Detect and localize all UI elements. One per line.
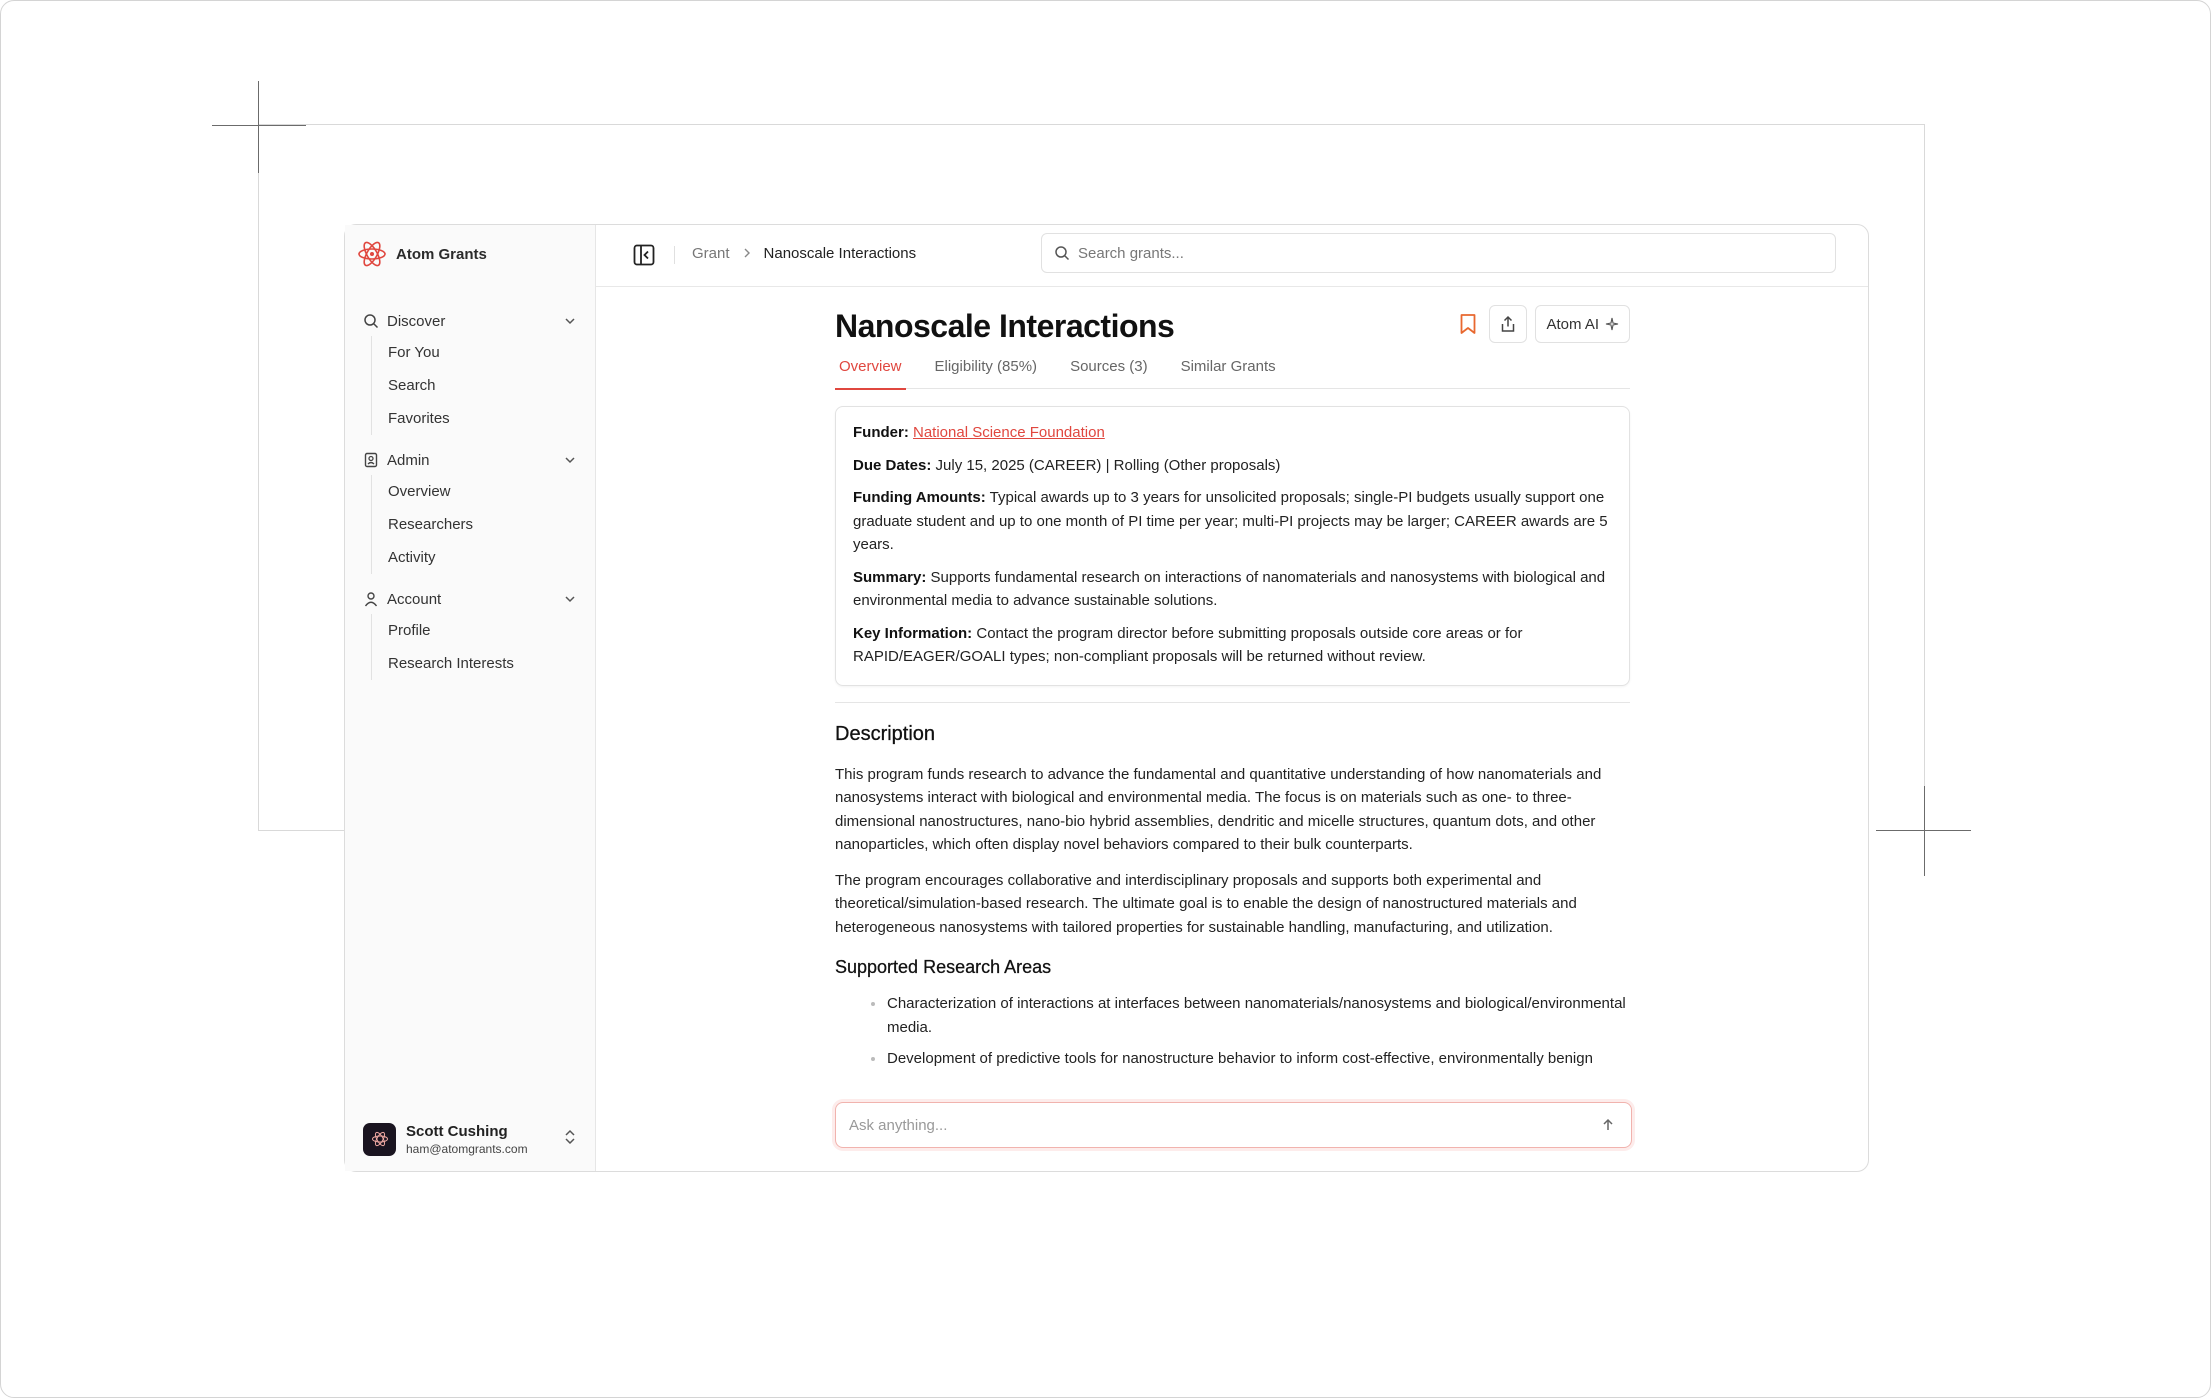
funder-row [853, 421, 1612, 445]
crosshair-mark [1876, 830, 1971, 831]
list-item: Development of predictive tools for nanostructure behavior to inform cost-effective, environmentally benign [887, 1047, 1630, 1071]
decor-line [258, 124, 1924, 125]
decor-line [1924, 124, 1925, 829]
sidebar-item-search[interactable]: Search [388, 377, 436, 394]
tab-bar [835, 354, 1630, 389]
key-information-value: Contact the program director before submitting proposals outside core areas or for RAPID/EAGER/GOALI types; non-compliant proposals will be returned without review. [853, 624, 1523, 665]
send-button[interactable] [1597, 1114, 1619, 1136]
nav-sub-account [371, 614, 595, 680]
chevron-down-icon[interactable] [563, 453, 577, 467]
sidebar-item-profile[interactable]: Profile [388, 622, 431, 639]
decor-line [258, 830, 348, 831]
atom-ai-label: Atom AI [1546, 315, 1599, 333]
sidebar-item-for-you[interactable]: For You [388, 344, 440, 361]
share-button[interactable] [1489, 305, 1527, 343]
user-icon [363, 591, 379, 607]
funding-amounts-label: Funding Amounts: [853, 489, 986, 506]
bookmark-icon[interactable] [1457, 312, 1479, 336]
brand[interactable] [345, 225, 595, 283]
chevron-up-down-icon[interactable] [563, 1128, 577, 1151]
sidebar-item-researchers[interactable]: Researchers [388, 516, 474, 533]
crosshair-mark [1924, 786, 1925, 876]
id-badge-icon [363, 452, 379, 468]
nav-sub-admin [371, 475, 595, 574]
nav-group-discover [345, 306, 595, 435]
funding-amounts-value: Typical awards up to 3 years for unsolicited proposals; single-PI budgets usually support one graduate student and up to one month of PI time per year; multi-PI projects may be larger; CAREER awards are 5 years. [853, 489, 1608, 553]
page-title: Nanoscale Interactions [835, 308, 1175, 344]
nav-sub-discover [371, 336, 595, 435]
summary-row [853, 566, 1612, 613]
share-icon [1500, 315, 1516, 333]
crosshair-mark [212, 125, 306, 126]
user-info [406, 1123, 563, 1156]
user-name: Scott Cushing [406, 1122, 508, 1140]
crosshair-mark [258, 81, 259, 173]
scroll-area[interactable] [596, 225, 1868, 1067]
atom-ai-button[interactable] [1535, 305, 1630, 343]
key-information-label: Key Information: [853, 624, 973, 642]
atom-logo-icon [357, 239, 387, 269]
nav-head-label: Account [387, 590, 442, 608]
arrow-up-icon [1602, 1118, 1614, 1132]
title-actions [1457, 305, 1630, 343]
summary-value: Supports fundamental research on interactions of nanomaterials and nanosystems with biological and environmental media to advance sustainable solutions. [853, 568, 1606, 609]
list-item: Characterization of interactions at interfaces between nanomaterials/nanosystems and biological/environmental media. [887, 992, 1630, 1039]
description-paragraph: This program funds research to advance the fundamental and quantitative understanding of how nanomaterials and nanosystems interact with biological and environmental media. The focus is on materials such as one- to three-dimensional nanostructures, nano-bio hybrid assemblies, dendritic and micelle structures, quantum dots, and other nanoparticles, which often display novel behaviors compared to their bulk counterparts. [835, 765, 1602, 853]
ask-input[interactable] [849, 1117, 1597, 1134]
key-information-row [853, 622, 1612, 669]
nav-group-admin [345, 445, 595, 574]
nav-group-account [345, 584, 595, 680]
main-panel [596, 225, 1868, 1171]
ask-box[interactable] [835, 1102, 1632, 1148]
sparkle-icon [1605, 317, 1619, 331]
research-areas-heading: Supported Research Areas [835, 957, 1052, 977]
nav-head-label: Discover [387, 312, 446, 330]
due-dates-label: Due Dates: [853, 456, 932, 474]
nav-head-label: Admin [387, 451, 430, 469]
user-email: ham@atomgrants.com [406, 1141, 528, 1156]
description-paragraph: The program encourages collaborative and interdisciplinary proposals and supports both experimental and theoretical/simulation-based research. The ultimate goal is to enable the design of nanostructured materials and heterogeneous nanosystems with tailored properties for sustainable handling, manufacturing, and utilization. [835, 871, 1577, 936]
grant-content [835, 288, 1630, 1079]
sidebar [345, 225, 596, 1171]
divider [835, 702, 1630, 703]
user-menu[interactable] [363, 1119, 577, 1159]
nav-head-admin[interactable] [345, 445, 595, 475]
sidebar-item-overview[interactable]: Overview [388, 483, 451, 500]
grant-info-card [835, 406, 1630, 686]
summary-label: Summary: [853, 568, 927, 586]
nav-head-account[interactable] [345, 584, 595, 614]
nav-head-discover[interactable] [345, 306, 595, 336]
app-window [344, 224, 1869, 1172]
search-icon [363, 313, 379, 329]
tab-eligibility[interactable]: Eligibility (85%) [934, 358, 1038, 375]
atom-avatar-icon [371, 1130, 389, 1148]
tab-overview[interactable]: Overview [835, 354, 906, 389]
chevron-down-icon[interactable] [563, 314, 577, 328]
research-areas-list [835, 992, 1630, 1071]
breadcrumb-parent[interactable]: Grant [692, 245, 730, 262]
title-row [835, 288, 1630, 346]
breadcrumb-current: Nanoscale Interactions [763, 245, 917, 262]
description-heading: Description [835, 722, 936, 745]
funder-label: Funder: [853, 424, 909, 441]
tab-sources[interactable]: Sources (3) [1070, 358, 1148, 375]
funder-link[interactable]: National Science Foundation [913, 424, 1105, 441]
tab-similar-grants[interactable]: Similar Grants [1180, 358, 1276, 375]
brand-name: Atom Grants [396, 245, 487, 263]
sidebar-item-activity[interactable]: Activity [388, 549, 436, 566]
avatar [363, 1123, 396, 1156]
decor-line [258, 124, 259, 830]
funding-amounts-row [853, 486, 1612, 557]
chevron-down-icon[interactable] [563, 592, 577, 606]
due-dates-value: July 15, 2025 (CAREER) | Rolling (Other proposals) [935, 456, 1281, 474]
sidebar-item-research-interests[interactable]: Research Interests [388, 655, 514, 672]
sidebar-item-favorites[interactable]: Favorites [388, 410, 450, 427]
due-dates-row [853, 454, 1612, 478]
